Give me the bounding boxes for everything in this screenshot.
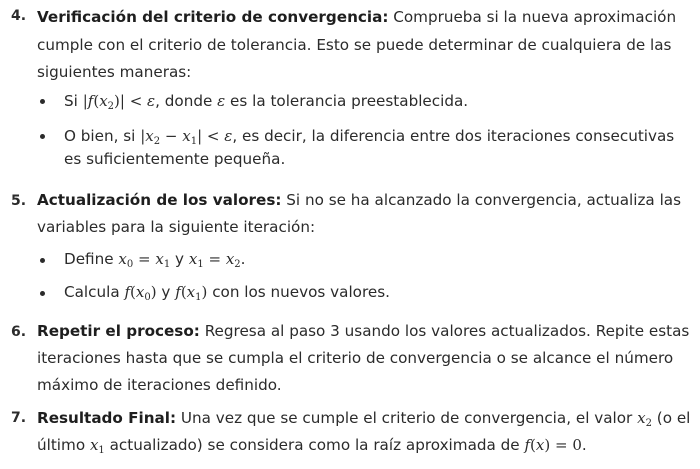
step-number: 5. bbox=[11, 193, 27, 209]
step-line-2: variables para la siguiente iteración: bbox=[37, 218, 316, 236]
bullet-text: y bbox=[175, 250, 185, 268]
step-number: 7. bbox=[11, 410, 27, 426]
bullet-text: Calcula bbox=[64, 283, 120, 301]
bullet-item bbox=[64, 91, 468, 117]
step-title: Verificación del criterio de convergencia: bbox=[37, 8, 389, 26]
step-text: Una vez que se cumple el criterio de convergencia, el valor bbox=[180, 409, 633, 427]
math-expression: $f(x_1)$ bbox=[175, 283, 208, 303]
step-line-2 bbox=[37, 435, 587, 461]
math-expression: $x_1 = x_2$ bbox=[188, 250, 241, 270]
bullet-item bbox=[64, 249, 245, 275]
math-expression: $|x_2 - x_1| < \varepsilon$ bbox=[140, 127, 233, 147]
math-expression: f(x) = 0 bbox=[524, 436, 582, 454]
step-text: Regresa al paso 3 usando los valores actualizados. Repite estas bbox=[204, 322, 690, 340]
step-text: (o el bbox=[656, 409, 691, 427]
step-text: . bbox=[581, 436, 587, 454]
step-text: Si no se ha alcanzado la convergencia, actualiza las bbox=[286, 191, 682, 209]
step-title: Actualización de los valores: bbox=[37, 191, 282, 209]
math-expression: $f(x_0)$ bbox=[124, 283, 157, 303]
bullet-text: , donde bbox=[155, 92, 213, 110]
step-line-3: máximo de iteraciones definido. bbox=[37, 376, 282, 394]
bullet-text: con los nuevos valores. bbox=[212, 283, 390, 301]
math-expression: $x_1$ bbox=[89, 436, 105, 456]
math-expression: $|f(x_2)| < \varepsilon$ bbox=[82, 92, 156, 112]
step-title: Repetir el proceso: bbox=[37, 322, 200, 340]
bullet-icon bbox=[40, 99, 45, 104]
bullet-text: O bien, si bbox=[64, 127, 136, 145]
step-line-3: siguientes maneras: bbox=[37, 63, 192, 81]
step-text: Comprueba si la nueva aproximación bbox=[393, 8, 677, 26]
math-expression: $x_2$ bbox=[637, 409, 652, 429]
step-line-1 bbox=[37, 408, 690, 434]
step-title: Resultado Final: bbox=[37, 409, 177, 427]
step-line-2: cumple con el criterio de tolerancia. Esto se puede determinar de cualquiera de las bbox=[37, 36, 672, 54]
bullet-icon bbox=[40, 258, 45, 263]
step-line-1 bbox=[37, 7, 676, 27]
bullet-continuation: es suficientemente pequeña. bbox=[64, 150, 286, 168]
bullet-text: , es decir, la diferencia entre dos iteraciones consecutivas bbox=[232, 127, 675, 145]
bullet-text: es la tolerancia preestablecida. bbox=[230, 92, 469, 110]
step-number: 6. bbox=[11, 324, 27, 340]
step-text: último bbox=[37, 436, 86, 454]
step-number: 4. bbox=[11, 8, 27, 24]
step-line-1 bbox=[37, 190, 681, 210]
bullet-text: Si bbox=[64, 92, 78, 110]
step-line-1 bbox=[37, 321, 689, 341]
bullet-item bbox=[64, 282, 390, 308]
math-expression: $x_0 = x_1$ bbox=[118, 250, 171, 270]
math-expression: ε bbox=[217, 92, 226, 110]
step-text: actualizado) se considera como la raíz aproximada de bbox=[109, 436, 520, 454]
bullet-icon bbox=[40, 291, 45, 296]
bullet-text: Define bbox=[64, 250, 114, 268]
step-line-2: iteraciones hasta que se cumpla el criterio de convergencia o se alcance el número bbox=[37, 349, 674, 367]
bullet-text: . bbox=[240, 250, 246, 268]
bullet-icon bbox=[40, 134, 45, 139]
bullet-text: y bbox=[161, 283, 171, 301]
